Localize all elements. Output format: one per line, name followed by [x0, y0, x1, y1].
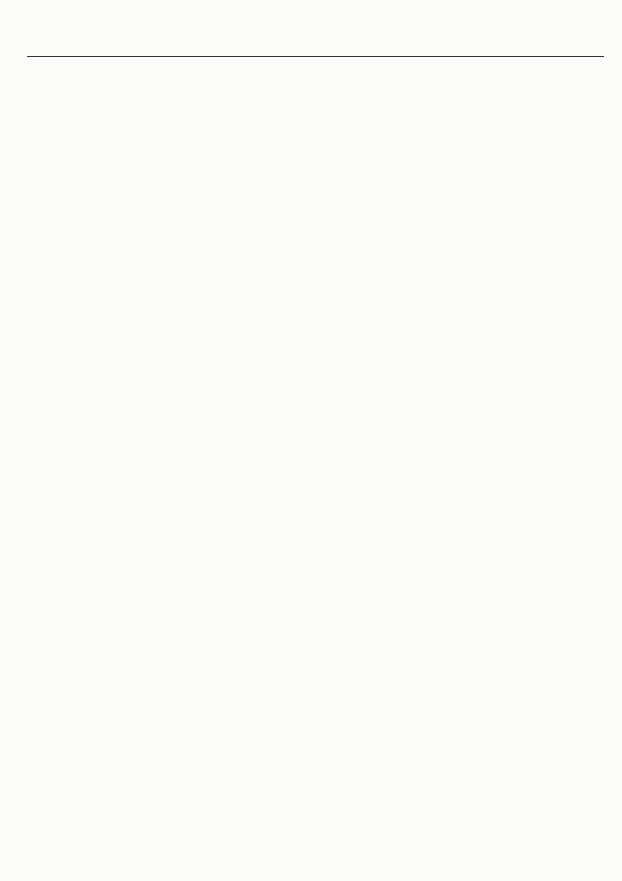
page-header — [27, 26, 604, 57]
document-body — [66, 66, 598, 89]
